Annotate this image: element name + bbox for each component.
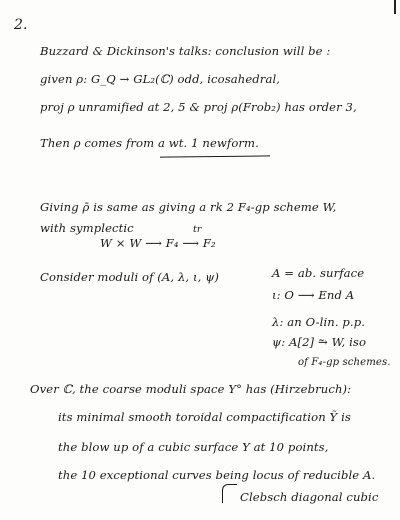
line-symplectic: with symplectic: [40, 221, 134, 235]
pairing-formula: W × W ⟶ F₄ ⟶ F₂: [100, 236, 216, 250]
line-clebsch: Clebsch diagonal cubic: [240, 490, 379, 504]
line-consider-moduli: Consider moduli of (A, λ, ι, ψ): [40, 270, 220, 284]
annotation-bracket: [222, 484, 237, 503]
line-unramified: proj ρ unramified at 2, 5 & proj ρ(Frob₂) has order 3,: [40, 100, 357, 114]
line-given-rho: given ρ: G_Q → GL₂(ℂ) odd, icosahedral,: [40, 72, 281, 86]
page-edge-mark: [394, 0, 396, 14]
def-psi: ψ: A[2] ⥲ W, iso: [272, 335, 367, 349]
def-abelian-surface: A = ab. surface: [272, 266, 365, 280]
line-over-complex: Over ℂ, the coarse moduli space Y° has (Hirzebruch):: [30, 382, 352, 396]
conclusion-underline: [160, 155, 270, 157]
line-exceptional-curves: the 10 exceptional curves being locus of reducible A.: [58, 468, 376, 482]
def-lambda: λ: an O-lin. p.p.: [272, 315, 366, 329]
trace-label: tr: [193, 224, 202, 235]
line-blow-up: the blow up of a cubic surface Y at 10 points,: [58, 440, 329, 454]
line-talks: Buzzard & Dickinson's talks: conclusion will be :: [40, 44, 331, 58]
item-number: 2.: [14, 17, 28, 33]
line-newform: Then ρ comes from a wt. 1 newform.: [40, 136, 259, 150]
line-compactification: its minimal smooth toroidal compactification Ỹ is: [58, 410, 351, 424]
def-iota: ι: O ⟶ End A: [272, 288, 355, 302]
def-psi-cont: of F₄-gp schemes.: [298, 357, 391, 368]
line-group-scheme: Giving ρ̄ is same as giving a rk 2 F₄-gp scheme W,: [40, 200, 337, 214]
